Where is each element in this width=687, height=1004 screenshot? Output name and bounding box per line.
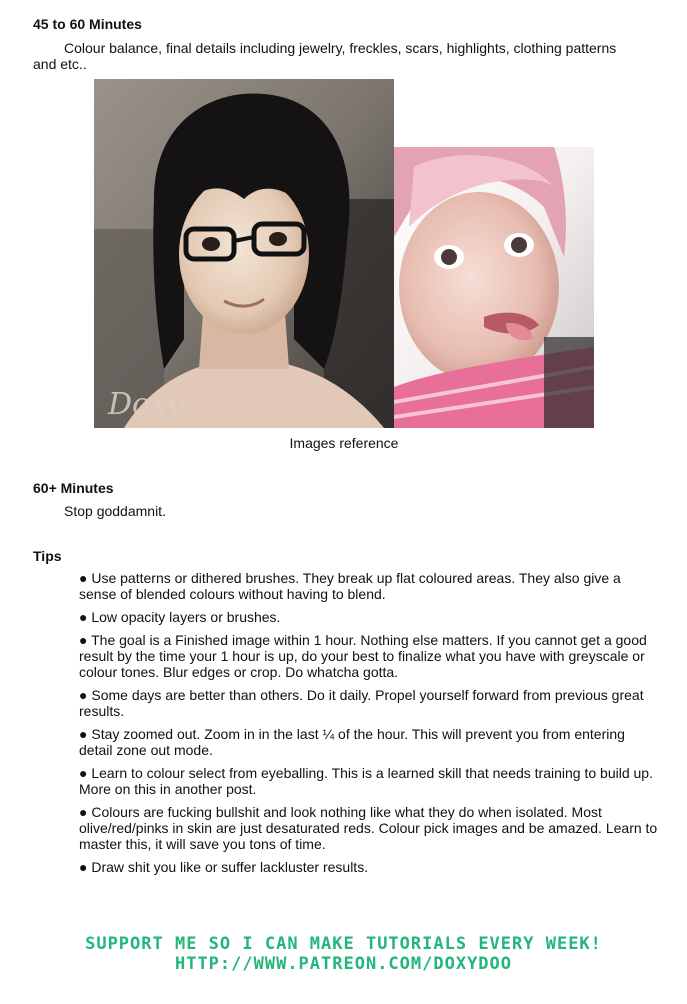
- section-body-60-plus: Stop goddamnit.: [64, 503, 166, 519]
- tip-item: [79, 632, 659, 680]
- image-caption: Images reference: [289, 435, 399, 451]
- section-heading-60-plus: 60+ Minutes: [33, 480, 114, 496]
- tip-item: [79, 804, 659, 852]
- tip-text: The goal is a Finished image within 1 hour. Nothing else matters. If you cannot get a good result by the time your 1 hour is up, do your best to finalize what you have with greyscale or colour tones. Blur edges or crop. Do whatcha gotta.: [79, 632, 647, 680]
- tip-text: Learn to colour select from eyeballing. This is a learned skill that needs training to build up. More on this in another post.: [79, 765, 653, 797]
- bullet-icon: ●: [79, 609, 88, 625]
- bullet-icon: ●: [79, 570, 88, 586]
- tip-text: Low opacity layers or brushes.: [91, 609, 281, 625]
- tip-item: [79, 609, 659, 625]
- tip-text: Draw shit you like or suffer lackluster results.: [91, 859, 369, 875]
- portrait-painting-pink-hair: [394, 147, 594, 428]
- tip-text: Some days are better than others. Do it daily. Propel yourself forward from previous great results.: [79, 687, 644, 719]
- section-heading-45-60: 45 to 60 Minutes: [33, 16, 142, 32]
- tip-item: [79, 726, 659, 758]
- tips-heading: Tips: [33, 548, 62, 564]
- promo-patreon-link[interactable]: HTTP://WWW.PATREON.COM/DOXYDOO: [174, 954, 513, 974]
- tip-text: Use patterns or dithered brushes. They break up flat coloured areas. They also give a sense of blended colours without having to blend.: [79, 570, 621, 602]
- bullet-icon: ●: [79, 687, 88, 703]
- portrait-painting-glasses: [94, 79, 394, 428]
- bullet-icon: ●: [79, 632, 88, 648]
- bullet-icon: ●: [79, 765, 88, 781]
- bullet-icon: ●: [79, 726, 88, 742]
- svg-text:Doxy: Doxy: [108, 387, 184, 422]
- bullet-icon: ●: [79, 859, 88, 875]
- section-body-45-60: Colour balance, final details including jewelry, freckles, scars, highlights, clothing patterns and etc..: [33, 40, 617, 72]
- promo-support-text: SUPPORT ME SO I CAN MAKE TUTORIALS EVERY WEEK!: [85, 934, 602, 954]
- tip-text: Stay zoomed out. Zoom in in the last ¼ of the hour. This will prevent you from entering detail zone out mode.: [79, 726, 625, 758]
- tip-item: [79, 570, 659, 602]
- tip-item: [79, 765, 659, 797]
- bullet-icon: ●: [79, 804, 88, 820]
- tip-item: [79, 859, 659, 875]
- tip-text: Colours are fucking bullshit and look nothing like what they do when isolated. Most olive/red/pinks in skin are just desaturated reds. Colour pick images and be amazed. Learn to master this, it will save you tons of time.: [79, 804, 658, 852]
- tip-item: [79, 687, 659, 719]
- tips-list: [79, 570, 659, 882]
